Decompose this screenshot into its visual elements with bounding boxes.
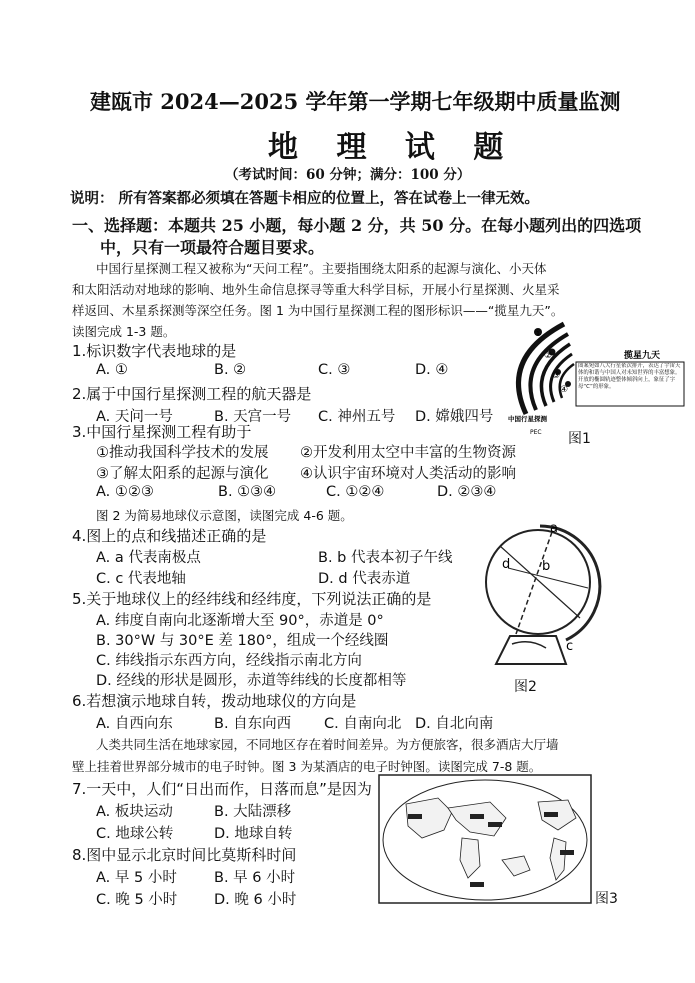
q3-statement-1: ①推动我国科学技术的发展 [96, 445, 269, 461]
q6-option-b[interactable]: B. 自东向西 [214, 716, 292, 732]
clock-mark [488, 822, 502, 827]
q3-option-a[interactable]: A. ①②③ [96, 484, 154, 500]
q6-option-d[interactable]: D. 自北向南 [415, 716, 494, 732]
label-c: c [566, 639, 574, 654]
q1-stem: 1.标识数字代表地球的是 [72, 342, 237, 360]
figure1-logo [498, 318, 688, 446]
marker-2: ② [544, 351, 553, 361]
q7-option-d[interactable]: D. 地球自转 [214, 826, 293, 842]
exam-info: （考试时间：60 分钟；满分：100 分） [225, 167, 471, 183]
q8-option-a[interactable]: A. 早 5 小时 [96, 870, 177, 886]
passage3-line2: 壁上挂着世界部分城市的电子时钟。图 3 为某酒店的电子时钟图。读图完成 7-8 题。 [72, 759, 542, 774]
q3-option-b[interactable]: B. ①③④ [218, 484, 277, 500]
q3-stem: 3.中国行星探测工程有助于 [72, 423, 252, 441]
q2-option-c[interactable]: C. 神州五号 [318, 409, 396, 425]
q4-option-b[interactable]: B. b 代表本初子午线 [318, 550, 453, 566]
q1-option-a[interactable]: A. ① [96, 362, 128, 378]
clock-mark [470, 814, 484, 819]
label-d: d [502, 557, 511, 572]
marker-1: ① [534, 329, 543, 339]
q2-option-a[interactable]: A. 天问一号 [96, 409, 173, 425]
clock-mark [544, 812, 558, 817]
logo-pec: PEC [530, 429, 542, 436]
label-b: b [542, 559, 551, 574]
subject-title: 地 理 试 题 [268, 130, 518, 165]
q3-statement-3: ③了解太阳系的起源与演化 [96, 466, 269, 482]
q2-option-d[interactable]: D. 嫦娥四号 [415, 409, 494, 425]
stand-mark [512, 642, 546, 648]
passage2-text: 图 2 为简易地球仪示意图，读图完成 4-6 题。 [96, 508, 353, 523]
q3-option-d[interactable]: D. ②③④ [437, 484, 497, 500]
figure2-globe [470, 518, 630, 678]
passage3-line1: 人类共同生活在地球家园，不同地区存在着时间差异。为方便旅客，很多酒店大厅墙 [96, 737, 559, 752]
passage1-line1: 中国行星探测工程又被称为“天问工程”。主要指围绕太阳系的起源与演化、小天体 [96, 261, 547, 276]
figure3-label: 图3 [595, 891, 618, 907]
figure2-label: 图2 [514, 679, 537, 695]
q6-stem: 6.若想演示地球自转，拨动地球仪的方向是 [72, 692, 357, 710]
clock-mark [560, 850, 574, 855]
q5-option-c[interactable]: C. 纬线指示东西方向，经线指示南北方向 [96, 653, 362, 669]
q4-option-c[interactable]: C. c 代表地轴 [96, 571, 186, 587]
q7-stem: 7.一天中，人们“日出而作，日落而息”是因为 [72, 780, 372, 798]
exam-title: 建瓯市 2024—2025 学年第一学期七年级期中质量监测 [90, 89, 621, 114]
section1-heading-line1: 一、选择题：本题共 25 小题，每小题 2 分，共 50 分。在每小题列出的四选项 [72, 216, 642, 235]
globe-axis [516, 532, 552, 634]
passage1-line2: 和太阳活动对地球的影响、地外生命信息探寻等重大科学目标，开展小行星探测、火星采 [72, 282, 560, 297]
exam-note: 说明： 所有答案都必须填在答题卡相应的位置上，答在试卷上一律无效。 [70, 190, 540, 207]
q2-stem: 2.属于中国行星探测工程的航天器是 [72, 385, 312, 403]
section1-heading-line2: 中，只有一项最符合题目要求。 [100, 238, 325, 257]
q8-option-c[interactable]: C. 晚 5 小时 [96, 892, 178, 908]
figure1-desc: 图案宛如八大行星依次排开，表达了宇宙天体的和谐与中国人对未知世界的丰富想象。开放的椭圆轨迹整体倾斜向上，象征了字母“C”的形象。 [578, 363, 681, 390]
q5-option-a[interactable]: A. 纬度自南向北逐渐增大至 90°，赤道是 0° [96, 613, 384, 629]
map-frame [379, 775, 591, 903]
q7-option-c[interactable]: C. 地球公转 [96, 826, 174, 842]
q1-option-d[interactable]: D. ④ [415, 362, 449, 378]
q4-option-d[interactable]: D. d 代表赤道 [318, 571, 411, 587]
clock-mark [408, 814, 422, 819]
q4-option-a[interactable]: A. a 代表南极点 [96, 550, 201, 566]
figure1-label: 图1 [568, 431, 591, 447]
globe-sphere [486, 530, 590, 634]
marker-4: ④ [560, 385, 569, 395]
q5-stem: 5.关于地球仪上的经纬线和经纬度，下列说法正确的是 [72, 590, 432, 608]
globe-stand [496, 636, 566, 664]
q3-statement-2: ②开发利用太空中丰富的生物资源 [300, 445, 516, 461]
q7-option-b[interactable]: B. 大陆漂移 [214, 804, 292, 820]
label-a: a [550, 521, 558, 536]
marker-3: ③ [552, 371, 561, 381]
figure3-map [378, 774, 592, 904]
q1-option-b[interactable]: B. ② [214, 362, 247, 378]
q8-option-b[interactable]: B. 早 6 小时 [214, 870, 296, 886]
q3-option-c[interactable]: C. ①②④ [326, 484, 385, 500]
q6-option-a[interactable]: A. 自西向东 [96, 716, 173, 732]
q3-statement-4: ④认识宇宙环境对人类活动的影响 [300, 466, 516, 482]
q7-option-a[interactable]: A. 板块运动 [96, 804, 173, 820]
q8-stem: 8.图中显示北京时间比莫斯科时间 [72, 846, 297, 864]
passage1-line4: 读图完成 1-3 题。 [72, 324, 176, 339]
q4-stem: 4.图上的点和线描述正确的是 [72, 527, 267, 545]
q5-option-b[interactable]: B. 30°W 与 30°E 差 180°，组成一个经线圈 [96, 633, 389, 649]
q1-option-c[interactable]: C. ③ [318, 362, 351, 378]
logo-caption: 中国行星探测 [508, 415, 547, 423]
q5-option-d[interactable]: D. 经线的形状是圆形，赤道等纬线的长度都相等 [96, 673, 407, 689]
clock-mark [470, 882, 484, 887]
q6-option-c[interactable]: C. 自南向北 [324, 716, 402, 732]
figure1-title: 揽星九天 [624, 351, 661, 361]
q8-option-d[interactable]: D. 晚 6 小时 [214, 892, 297, 908]
passage1-line3: 样返回、木星系探测等深空任务。图 1 为中国行星探测工程的图形标识——“揽星九天”。 [72, 303, 564, 318]
globe-line [500, 546, 580, 618]
q2-option-b[interactable]: B. 天宫一号 [214, 409, 292, 425]
